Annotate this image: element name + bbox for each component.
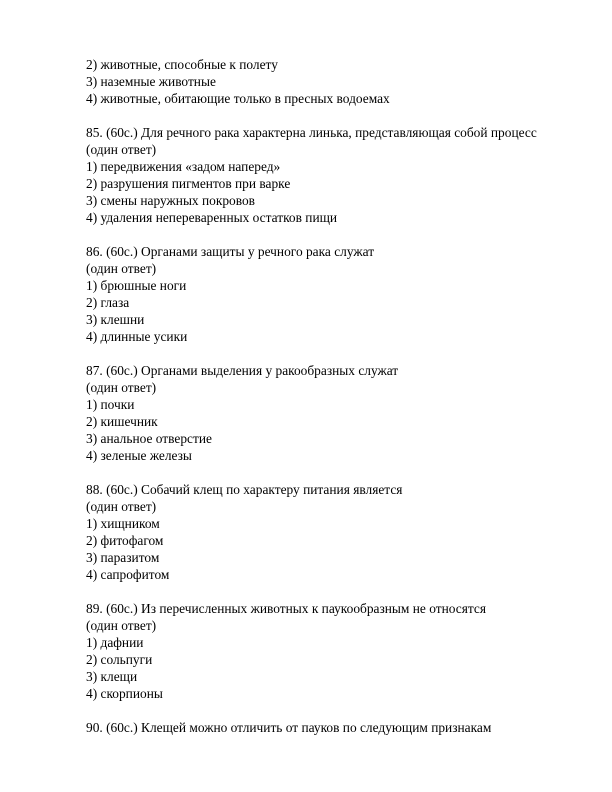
option-line: 1) дафнии xyxy=(86,635,144,650)
question-title: 85. (60с.) Для речного рака характерна линька, представляющая собой процесс xyxy=(86,125,537,140)
question-title: 86. (60с.) Органами защиты у речного рака служат xyxy=(86,244,375,259)
option-line: 3) смены наружных покровов xyxy=(86,193,255,208)
question-88 xyxy=(86,481,596,583)
answer-count-note: (один ответ) xyxy=(86,618,157,633)
question-86 xyxy=(86,243,596,345)
spacer xyxy=(86,107,596,124)
option-line: 2) животные, способные к полету xyxy=(86,57,278,72)
option-line: 4) животные, обитающие только в пресных водоемах xyxy=(86,91,390,106)
answer-count-note: (один ответ) xyxy=(86,261,157,276)
question-90 xyxy=(86,719,596,736)
option-line: 1) почки xyxy=(86,397,135,412)
option-line: 4) длинные усики xyxy=(86,329,188,344)
option-line: 4) удаления непереваренных остатков пищи xyxy=(86,210,338,225)
continued-options xyxy=(86,56,596,107)
question-title: 90. (60с.) Клещей можно отличить от пауков по следующим признакам xyxy=(86,720,492,735)
option-line: 1) брюшные ноги xyxy=(86,278,187,293)
question-title: 88. (60с.) Собачий клещ по характеру питания является xyxy=(86,482,403,497)
question-85 xyxy=(86,124,596,226)
option-line: 2) фитофагом xyxy=(86,533,164,548)
option-line: 1) передвижения «задом наперед» xyxy=(86,159,281,174)
answer-count-note: (один ответ) xyxy=(86,380,157,395)
option-line: 3) клешни xyxy=(86,312,145,327)
option-line: 4) сапрофитом xyxy=(86,567,170,582)
answer-count-note: (один ответ) xyxy=(86,142,157,157)
spacer xyxy=(86,583,596,600)
answer-count-note: (один ответ) xyxy=(86,499,157,514)
option-line: 2) кишечник xyxy=(86,414,158,429)
option-line: 2) глаза xyxy=(86,295,130,310)
document-page xyxy=(86,56,596,736)
spacer xyxy=(86,345,596,362)
question-title: 87. (60с.) Органами выделения у ракообразных служат xyxy=(86,363,399,378)
option-line: 3) наземные животные xyxy=(86,74,216,89)
option-line: 4) зеленые железы xyxy=(86,448,192,463)
option-line: 2) сольпуги xyxy=(86,652,153,667)
question-87 xyxy=(86,362,596,464)
question-89 xyxy=(86,600,596,702)
spacer xyxy=(86,702,596,719)
spacer xyxy=(86,464,596,481)
spacer xyxy=(86,226,596,243)
option-line: 3) паразитом xyxy=(86,550,160,565)
option-line: 2) разрушения пигментов при варке xyxy=(86,176,291,191)
question-title: 89. (60с.) Из перечисленных животных к паукообразным не относятся xyxy=(86,601,486,616)
option-line: 3) клещи xyxy=(86,669,138,684)
option-line: 1) хищником xyxy=(86,516,160,531)
option-line: 4) скорпионы xyxy=(86,686,163,701)
option-line: 3) анальное отверстие xyxy=(86,431,212,446)
